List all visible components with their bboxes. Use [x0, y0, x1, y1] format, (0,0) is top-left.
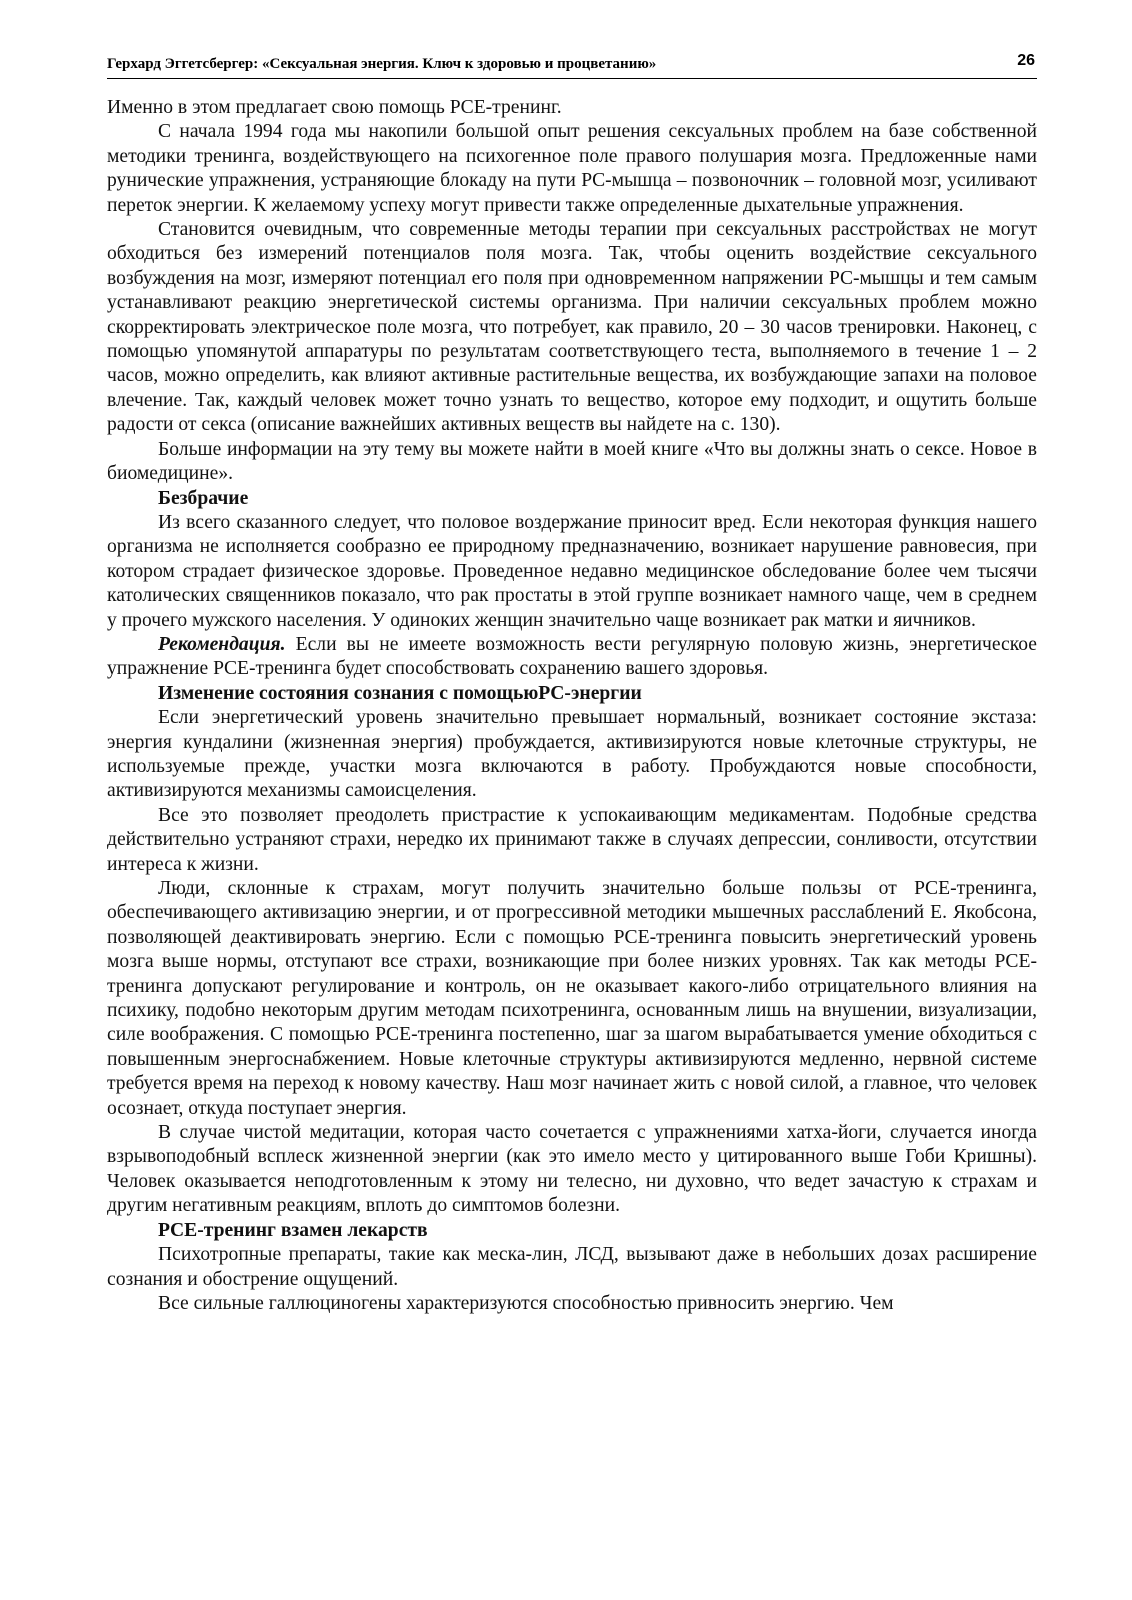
body-text [107, 96, 1037, 1316]
paragraph: В случае чистой медитации, которая часто сочетается с упражнениями хатха-йоги, случается иногда взрывоподобный всплеск жизненной энергии (как это имело место у цитированного выше Гоби Кришны). Человек оказывается неподготовленным к этому ни телесно, ни духовно, что ведет зачастую к страхам и другим негативным реакциям, вплоть до симптомов болезни. [107, 1122, 1037, 1217]
running-header [107, 52, 1037, 79]
paragraph: Все это позволяет преодолеть пристрастие к успокаивающим медикаментам. Подобные средства действительно устраняют страхи, нередко их принимают также в случаях депрессии, сонливости, отсутствии интереса к жизни. [107, 804, 1037, 875]
paragraph: Становится очевидным, что современные методы терапии при сексуальных расстройствах не могут обходиться без измерений потенциалов поля мозга. Так, чтобы оценить воздействие сексуального возбуждения на мозг, измеряют потенциал его поля при одновременном напряжении PC-мышцы и тем самым устанавливают реакцию энергетической системы организма. При наличии сексуальных проблем можно скорректировать электрическое поле мозга, что потребует, как правило, 20 – 30 часов тренировки. Наконец, с помощью упомянутой аппаратуры по результатам соответствующего теста, выполняемого в течение 1 – 2 часов, можно определить, как влияют активные растительные вещества, их возбуждающие запахи на половое влечение. Так, каждый человек может точно узнать то вещество, которое ему подходит, и ощутить больше радости от секса (описание важнейших активных веществ вы найдете на с. 130). [107, 219, 1037, 436]
recommendation-label: Рекомендация. [158, 633, 286, 655]
section-heading: PCE-тренинг взамен лекарств [158, 1219, 428, 1241]
paragraph: Все сильные галлюциногены характеризуются способностью привносить энергию. Чем [158, 1292, 894, 1314]
section-heading: Изменение состояния сознания с помощьюPC-энергии [158, 682, 642, 704]
paragraph: Из всего сказанного следует, что половое воздержание приносит вред. Если некоторая функция нашего организма не исполняется сообразно ее природному предназначению, возникает нарушение равновесия, при котором страдает физическое здоровье. Проведенное недавно медицинское обследование более чем тысячи католических священников показало, что рак простаты в этой группе возникает намного чаще, чем в среднем у прочего мужского населения. У одиноких женщин значительно чаще возникает рак матки и яичников. [107, 511, 1037, 631]
paragraph: Психотропные препараты, такие как меска-лин, ЛСД, вызывают даже в небольших дозах расширение сознания и обострение ощущений. [107, 1244, 1037, 1290]
paragraph: Больше информации на эту тему вы можете найти в моей книге «Что вы должны знать о сексе. Новое в биомедицине». [107, 438, 1037, 485]
paragraph: Если энергетический уровень значительно превышает нормальный, возникает состояние экстаза: энергия кундалини (жизненная энергия) пробуждается, активизируются новые клеточные структуры, не используемые прежде, участки мозга включаются в работу. Пробуждаются новые способности, активизируются механизмы самоисцеления. [107, 707, 1037, 802]
recommendation-paragraph [107, 633, 1037, 682]
recommendation-text: Если вы не имеете возможность вести регулярную половую жизнь, энергетическое упражнение PCE-тренинга будет способствовать сохранению вашего здоровья. [107, 633, 1037, 680]
header-title: Герхард Эггетсбергер: «Сексуальная энергия. Ключ к здоровью и процветанию» [107, 56, 657, 72]
paragraph: Люди, склонные к страхам, могут получить значительно больше пользы от PCE-тренинга, обеспечивающего активизацию энергии, и от прогрессивной методики мышечных расслаблений Е. Якобсона, позволяющей деактивировать энергию. Если с помощью PCE-тренинга повысить энергетический уровень мозга выше нормы, отступают все страхи, возникающие при более низких уровнях. Так как методы PCE-тренинга допускают регулирование и контроль, он не оказывает какого-либо отрицательного влияния на психику, подобно некоторым другим методам психотренинга, основанным лишь на внушении, визуализации, силе воображения. С помощью PCE-тренинга постепенно, шаг за шагом вырабатывается умение обходиться с повышенным энергоснабжением. Новые клеточные структуры активизируются медленно, нервной системе требуется время на переход к новому качеству. Наш мозг начинает жить с новой силой, а главное, что человек осознает, откуда поступает энергия. [107, 878, 1037, 1119]
paragraph: С начала 1994 года мы накопили большой опыт решения сексуальных проблем на базе собственной методики тренинга, воздействующего на психогенное поле правого полушария мозга. Предложенные нами рунические упражнения, устраняющие блокаду на пути PC-мышца – позвоночник – головной мозг, усиливают переток энергии. К желаемому успеху могут привести также определенные дыхательные упражнения. [107, 121, 1037, 216]
section-heading: Безбрачие [158, 487, 249, 509]
paragraph: Именно в этом предлагает свою помощь PCE-тренинг. [107, 97, 562, 118]
page-number: 26 [1017, 52, 1035, 69]
